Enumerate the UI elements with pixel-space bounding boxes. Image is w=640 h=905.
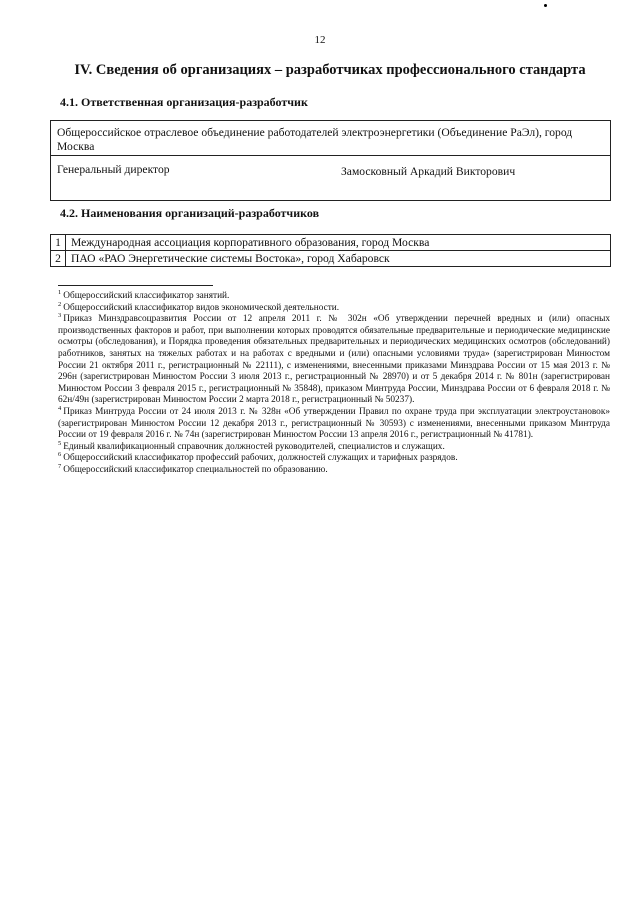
subsection-title-developers: 4.2. Наименования организаций-разработчиков (60, 206, 320, 220)
footnote-text: Общероссийский классификатор занятий. (63, 291, 230, 301)
footnotes (58, 288, 610, 477)
footnote-text: Приказ Минздравсоцразвития России от 12 апреля 2011 г. № 302н «Об утверждении перечней вредных и (или) опасных производственных факторов и работ, при выполнении которых проводятся обязательные предварительные и периодические медицинские осмотры (обследования), и Порядка проведения обязательных предварительных и периодических медицинских осмотров (обследований) работников, занятых на тяжелых работах и на работах с вредными и (или) опасными условиями труда» (зарегистрирован Минюстом России 21 октября 2011 г., регистрационный № 22111), с изменениями, внесенными приказами Минздрава России от 15 мая 2013 г. № 296н (зарегистрирован Минюстом России 3 июля 2013 г., регистрационный № 28970) и от 5 декабря 2014 г. № 801н (зарегистрирован Минюстом России 3 февраля 2015 г., регистрационный № 35848), приказом Минтруда России, Минздрава России от 6 февраля 2018 г. № 62н/49н (зарегистрирован Минюстом России 2 марта 2018 г., регистрационный № 50237). (58, 314, 610, 406)
subsection-title-responsible: 4.1. Ответственная организация-разработчик (60, 95, 308, 109)
section-title: IV. Сведения об организациях – разработчиках профессионального стандарта (74, 62, 586, 78)
footnote-number: 6 (58, 451, 62, 459)
table-row (51, 251, 611, 267)
footnote (58, 462, 610, 477)
footnote-text: Приказ Минтруда России от 24 июля 2013 г. № 328н «Об утверждении Правил по охране труда при эксплуатации электроустановок» (зарегистрирован Минюстом России 12 декабря 2013 г., регистрационный № 30593) с изменениями, внесенными приказом Минтруда России от 19 февраля 2016 г. № 74н (зарегистрирован Минюстом России 13 апреля 2016 г., регистрационный № 41781). (58, 406, 610, 441)
footnote (58, 453, 610, 465)
footnote (58, 439, 610, 454)
row-number: 1 (51, 235, 66, 251)
footnote (58, 314, 610, 407)
footnote-text: Общероссийский классификатор видов экономической деятельности. (63, 302, 340, 313)
footnote-number: 3 (58, 312, 62, 320)
developer-name: Международная ассоциация корпоративного образования, город Москва (66, 235, 611, 251)
signatory-row (51, 156, 610, 200)
footnote (58, 404, 610, 442)
footnote (58, 300, 610, 315)
footnote-number: 1 (58, 288, 62, 296)
footnote-text: Общероссийский классификатор профессий рабочих, должностей служащих и тарифных разрядов. (63, 453, 458, 464)
responsible-organization-box (50, 120, 611, 201)
footnote-number: 4 (58, 404, 62, 412)
row-number: 2 (51, 251, 66, 267)
table-row (51, 235, 611, 251)
scan-dot (544, 4, 547, 7)
footnote-text: Единый квалификационный справочник должностей руководителей, специалистов и служащих. (63, 441, 445, 452)
person-name: Замосковный Аркадий Викторович (341, 165, 516, 178)
footnote-separator (58, 285, 213, 286)
position-label: Генеральный директор (57, 163, 170, 176)
footnote-number: 7 (58, 462, 62, 470)
developer-name: ПАО «РАО Энергетические системы Востока», город Хабаровск (66, 251, 611, 267)
footnote (58, 288, 610, 303)
footnote-text: Общероссийский классификатор специальностей по образованию. (63, 464, 328, 475)
footnote-number: 2 (58, 300, 62, 308)
footnote-number: 5 (58, 439, 62, 447)
developers-table (50, 234, 611, 267)
page-number: 12 (314, 34, 326, 46)
organization-name: Общероссийское отраслевое объединение работодателей электроэнергетики (Объединение РаЭл), город Москва (51, 121, 610, 156)
